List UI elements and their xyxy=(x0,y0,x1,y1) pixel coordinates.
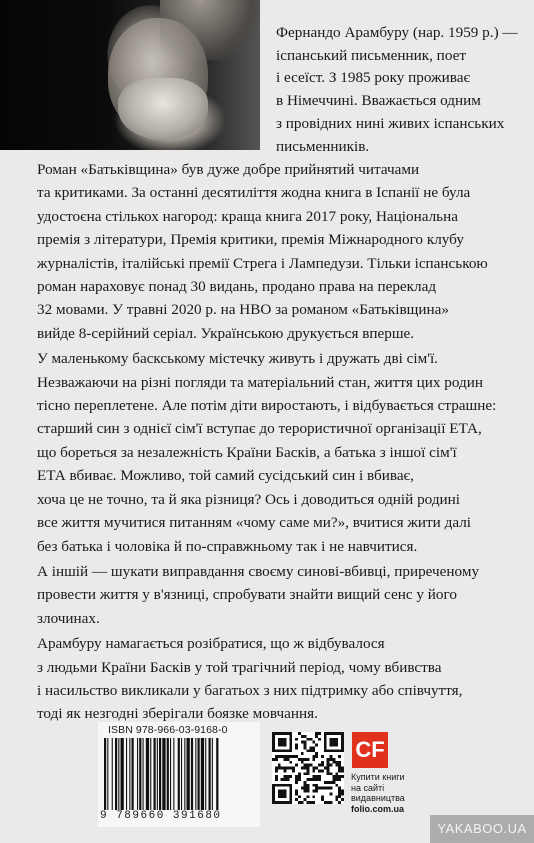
folio-logo: CF xyxy=(352,732,388,768)
text-line: і насильство викликали у багатьох з них підтримку або співчуття, xyxy=(37,681,463,699)
text-line: журналістів, італійські премії Стрега і Лампедузи. Тільки іспанською xyxy=(37,254,488,272)
text-line: вийде 8-серійний серіал. Українською друкується вперше. xyxy=(37,324,415,342)
bio-line: іспанський письменник, поет xyxy=(276,46,466,64)
publisher-note-line: видавництва xyxy=(351,793,405,803)
publisher-site: folio.com.ua xyxy=(351,803,405,814)
author-beard xyxy=(118,78,208,140)
text-line: все життя мучитися питанням «чому саме ми?», вчитися жити далі xyxy=(37,514,472,532)
text-line: без батька і чоловіка й по-справжньому так і не навчитися. xyxy=(37,537,418,555)
isbn-number: ISBN 978-966-03-9168-0 xyxy=(108,724,228,736)
text-line: А іншій — шукати виправдання своєму синові-вбивці, приреченому xyxy=(37,562,480,580)
text-line: удостоєна стількох нагород: краща книга 2017 року, Національна xyxy=(37,207,458,225)
text-line: Роман «Батьківщина» був дуже добре прийнятий читачами xyxy=(37,161,420,178)
publisher-note xyxy=(351,772,431,814)
author-bio xyxy=(276,22,526,158)
bio-line: письменників. xyxy=(276,137,370,155)
text-line: тісно переплетене. Але потім діти виростають, і відбувається страшне: xyxy=(37,397,497,415)
bio-line: з провідних нині живих іспанських xyxy=(276,114,505,132)
text-line: хоча це не точно, та й яка різниця? Ось і доводиться одній родині xyxy=(37,490,461,508)
text-line: 32 мовами. У травні 2020 р. на HBO за романом «Батьківщина» xyxy=(37,301,449,319)
text-line: що бореться за незалежність Країни Басків, а батька з іншої сім'ї xyxy=(37,443,457,461)
bio-line: Фернандо Арамбуру (нар. 1959 р.) — xyxy=(276,24,518,41)
text-line: старший син з однієї сім'ї вступає до терористичної організації ЕТА, xyxy=(37,420,482,438)
text-line: та критиками. За останні десятиліття жодна книга в Іспанії не була xyxy=(37,184,471,202)
publisher-note-line: Купити книги xyxy=(351,772,405,782)
text-line: роман нараховує понад 30 видань, продано права на переклад xyxy=(37,278,437,296)
text-line: провести життя у в'язниці, спробувати знайти вищий сенс у його xyxy=(37,586,457,604)
text-line: тоді як незгодні зберігали боязке мовчання. xyxy=(37,705,318,723)
qr-code[interactable] xyxy=(272,732,344,804)
book-description xyxy=(37,158,497,726)
bio-line: в Німеччині. Вважається одним xyxy=(276,92,481,110)
publisher-note-line: на сайті xyxy=(351,782,385,793)
bio-line: і есеїст. З 1985 року проживає xyxy=(276,69,470,87)
barcode-digits: 9 789660 391680 xyxy=(100,810,222,822)
text-line: з людьми Країни Басків у той трагічний період, чому вбивства xyxy=(37,658,442,676)
isbn-barcode xyxy=(98,722,260,827)
text-line: премія з літератури, Премія критики, премія Міжнародного клубу xyxy=(37,231,464,249)
barcode-bars xyxy=(104,738,256,810)
text-line: Арамбуру намагається розібратися, що ж відбувалося xyxy=(37,635,385,653)
text-line: Незважаючи на різні погляди та матеріальний стан, життя цих родин xyxy=(37,373,484,391)
author-photo xyxy=(0,0,260,150)
text-line: У маленькому баскському містечку живуть і дружать дві сім'ї. xyxy=(37,350,438,368)
text-line: злочинах. xyxy=(37,609,100,627)
text-line: ЕТА вбиває. Можливо, той самий сусідський син і вбиває, xyxy=(37,467,414,485)
watermark: YAKABOO.UA xyxy=(430,815,534,843)
